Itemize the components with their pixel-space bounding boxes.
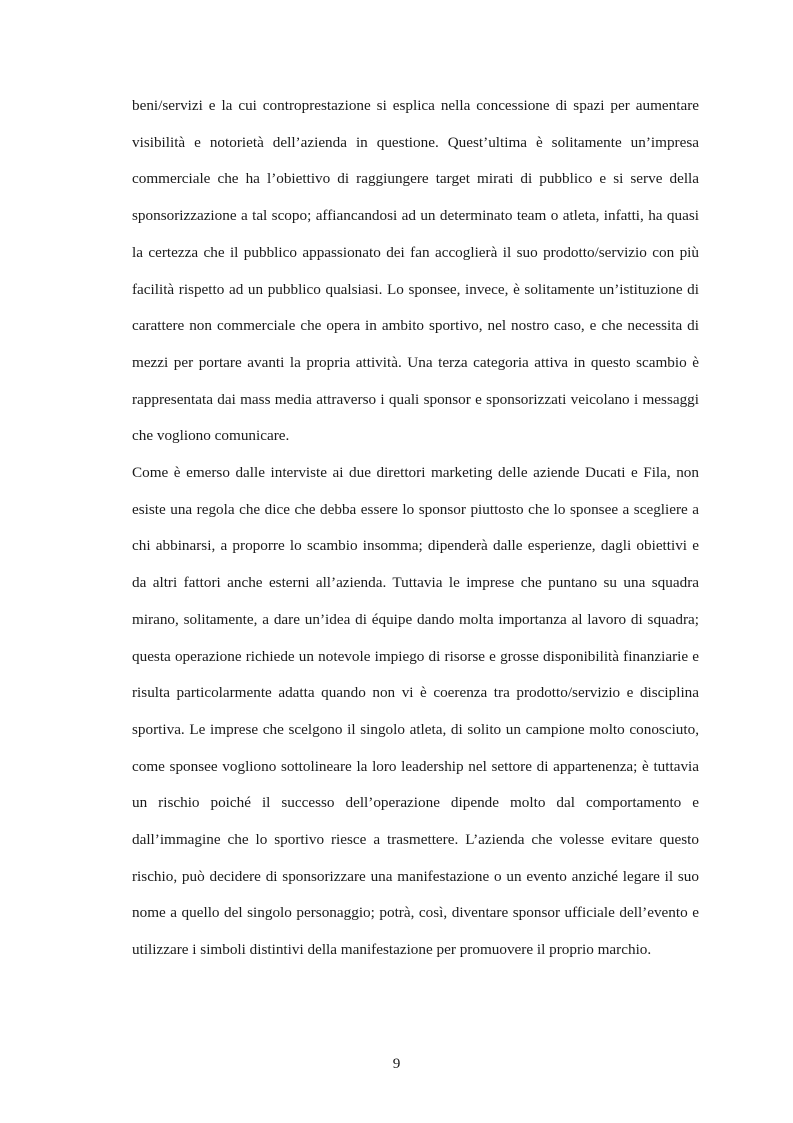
paragraph-2: Come è emerso dalle interviste ai due direttori marketing delle aziende Ducati e Fila, non esiste una regola che dice che debba essere lo sponsor piuttosto che lo sponsee a scegliere a chi abbinarsi, a proporre lo scambio insomma; dipenderà dalle esperienze, dagli obiettivi e da altri fattori anche esterni all’azienda. Tuttavia le imprese che puntano su una squadra mirano, solitamente, a dare un’idea di équipe dando molta importanza al lavoro di squadra; questa operazione richiede un notevole impiego di risorse e grosse disponibilità finanziarie e risulta particolarmente adatta quando non vi è coerenza tra prodotto/servizio e disciplina sportiva. Le imprese che scelgono il singolo atleta, di solito un campione molto conosciuto, come sponsee vogliono sottolineare la loro leadership nel settore di appartenenza; è tuttavia un rischio poiché il successo dell’operazione dipende molto dal comportamento e dall’immagine che lo sportivo riesce a trasmettere. L’azienda che volesse evitare questo rischio, può decidere di sponsorizzare una manifestazione o un evento anziché legare il suo nome a quello del singolo personaggio; potrà, così, diventare sponsor ufficiale dell’evento e utilizzare i simboli distintivi della manifestazione per promuovere il proprio marchio.: [132, 464, 699, 959]
paragraph-1: beni/servizi e la cui controprestazione si esplica nella concessione di spazi per aumentare visibilità e notorietà dell’azienda in questione. Quest’ultima è solitamente un’impresa commerciale che ha l’obiettivo di raggiungere target mirati di pubblico e si serve della sponsorizzazione a tal scopo; affiancandosi ad un determinato team o atleta, infatti, ha quasi la certezza che il pubblico appassionato dei fan accoglierà il suo prodotto/servizio con più facilità rispetto ad un pubblico qualsiasi. Lo sponsee, invece, è solitamente un’istituzione di carattere non commerciale che opera in ambito sportivo, nel nostro caso, e che necessita di mezzi per portare avanti la propria attività. Una terza categoria attiva in questo scambio è rappresentata dai mass media attraverso i quali sponsor e sponsorizzati veicolano i messaggi che vogliono comunicare.: [132, 97, 699, 445]
page-number: 9: [392, 1055, 401, 1072]
page-body: [132, 88, 699, 969]
